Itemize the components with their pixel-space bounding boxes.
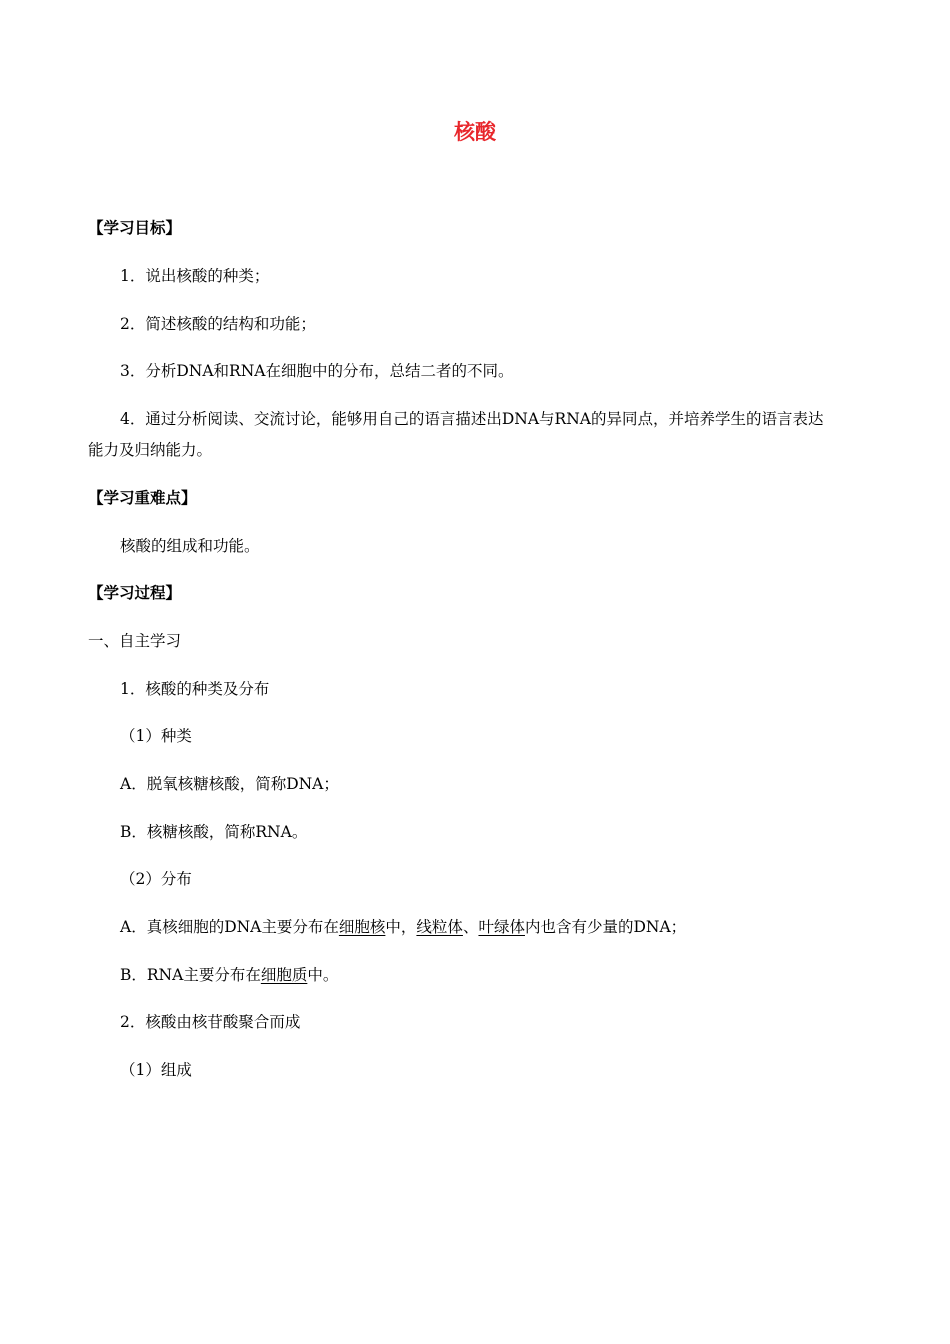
key-points-text: 核酸的组成和功能。 — [120, 537, 260, 555]
list-item: B．核糖核酸，简称RNA。 — [120, 823, 308, 841]
objective-item: 3．分析DNA和RNA在细胞中的分布，总结二者的不同。 — [120, 362, 514, 380]
list-item — [120, 963, 338, 985]
underlined-term: 叶绿体 — [478, 918, 525, 936]
text-segment: 中。 — [307, 966, 339, 984]
text-segment: 、 — [462, 918, 479, 936]
underlined-term: 线粒体 — [416, 918, 463, 936]
section-item: 1．核酸的种类及分布 — [120, 680, 270, 698]
objective-item: 4．通过分析阅读、交流讨论，能够用自己的语言描述出DNA与RNA的异同点，并培养学生的语言表达 — [120, 410, 824, 428]
key-points-heading: 【学习重难点】 — [88, 489, 197, 507]
underlined-term: 细胞质 — [260, 966, 308, 984]
objective-item: 1．说出核酸的种类； — [120, 267, 270, 285]
underlined-term: 细胞核 — [338, 918, 386, 936]
text-segment: 内也含有少量的DNA； — [524, 918, 687, 936]
list-item — [120, 915, 686, 937]
objective-item-continued: 能力及归纳能力。 — [88, 441, 213, 459]
text-segment: A．真核细胞的DNA主要分布在 — [120, 918, 339, 936]
subsection-title: （2）分布 — [120, 870, 192, 888]
objectives-heading: 【学习目标】 — [88, 219, 182, 237]
text-segment: B．RNA主要分布在 — [120, 966, 261, 984]
process-heading: 【学习过程】 — [88, 584, 182, 602]
subsection-title: （1）种类 — [120, 727, 192, 745]
objective-item: 2．简述核酸的结构和功能； — [120, 315, 316, 333]
section-item: 2．核酸由核苷酸聚合而成 — [120, 1013, 301, 1031]
part-title: 一、自主学习 — [88, 632, 182, 650]
text-segment: 中， — [385, 918, 417, 936]
subsection-title: （1）组成 — [120, 1061, 192, 1079]
page-title: 核酸 — [454, 120, 496, 144]
list-item: A．脱氧核糖核酸，简称DNA； — [120, 775, 339, 793]
